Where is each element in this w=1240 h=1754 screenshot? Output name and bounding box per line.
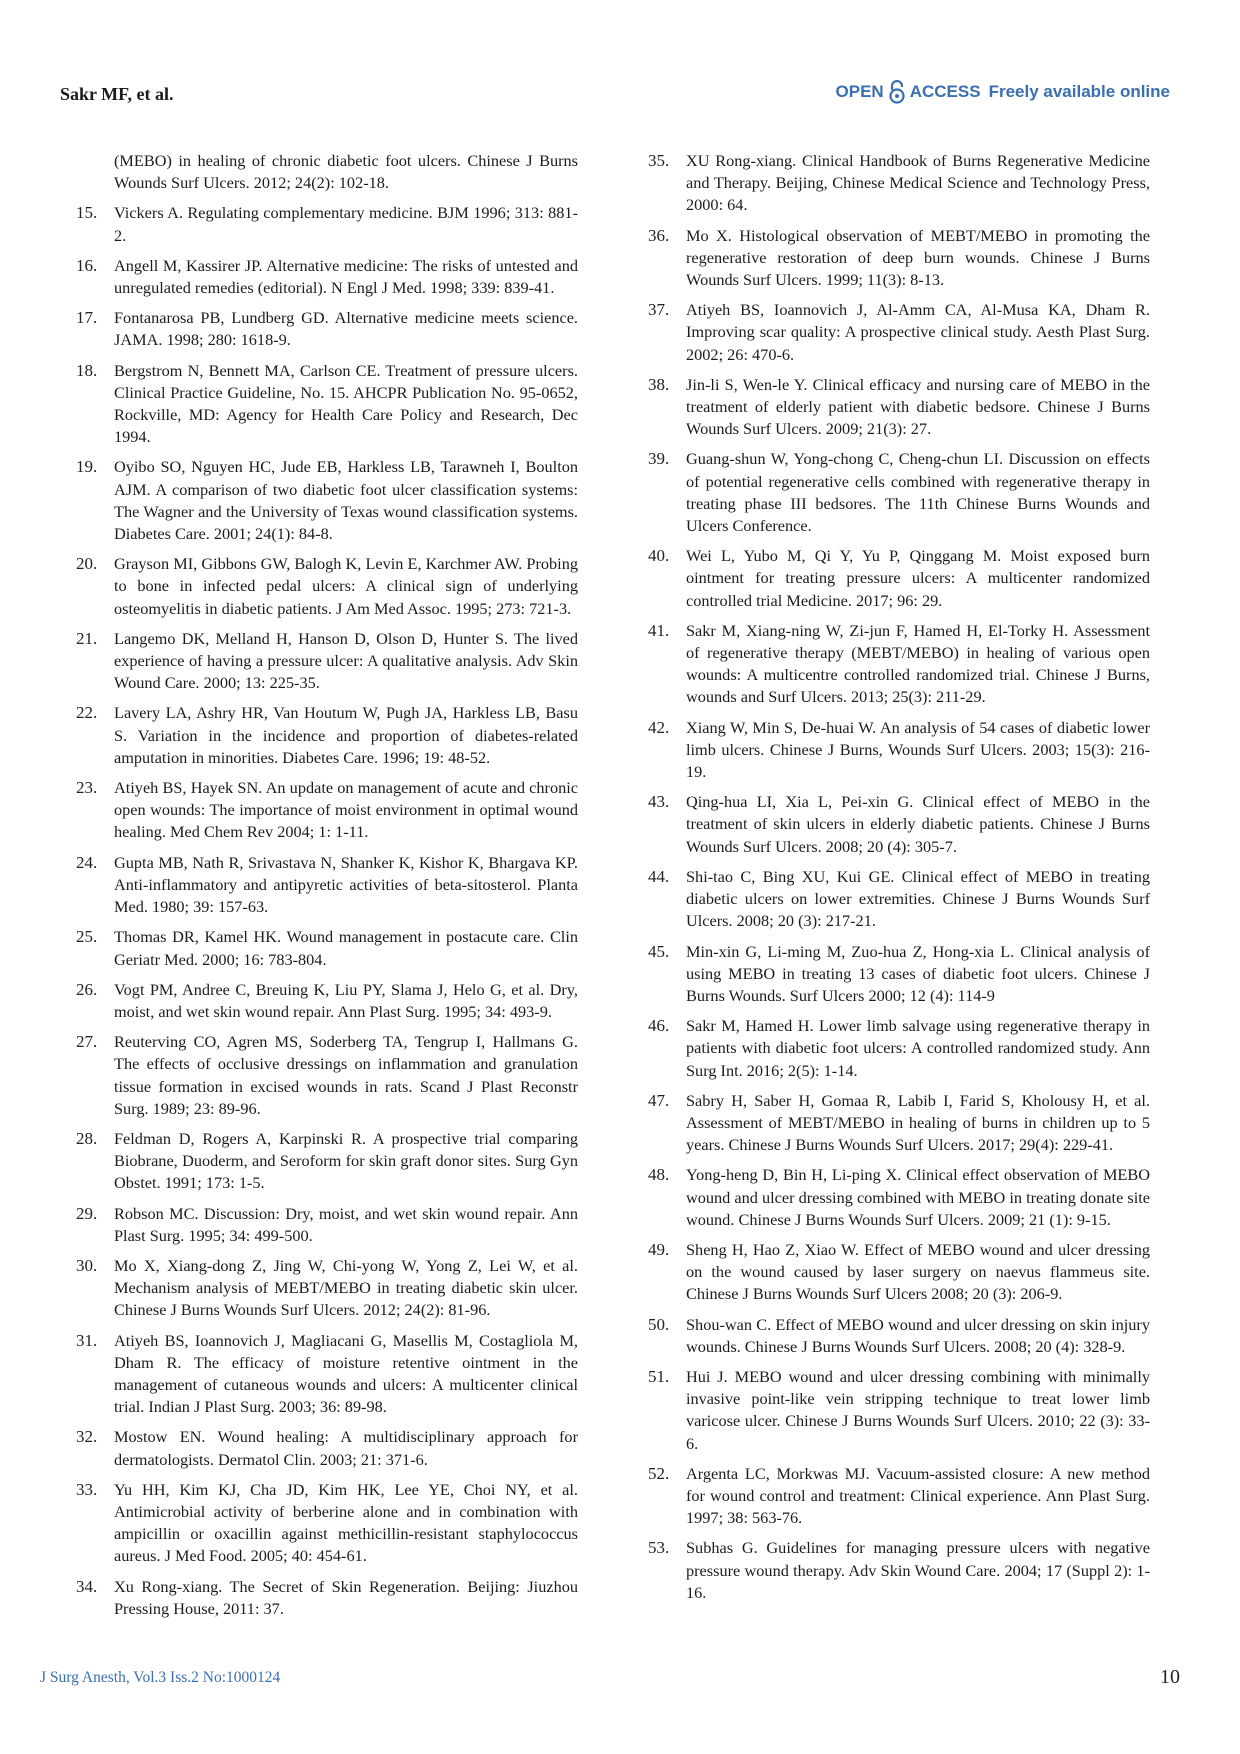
reference-number: 24. — [76, 852, 98, 872]
reference-number: 46. — [648, 1016, 670, 1036]
reference-text: Oyibo SO, Nguyen HC, Jude EB, Harkless LB, Tarawneh I, Boulton AJM. A comparison of two diabetic foot ulcer classification systems: The Wagner and the University of Texas wound classification systems. Diabetes Care. 2001; 24(1): 84-8. — [114, 457, 578, 544]
reference-number: 27. — [76, 1032, 98, 1052]
reference-item — [76, 1255, 578, 1322]
reference-text: Feldman D, Rogers A, Karpinski R. A prospective trial comparing Biobrane, Duoderm, and Seroform for skin graft donor sites. Surg Gyn Obstet. 1991; 173: 1-5. — [114, 1128, 578, 1193]
reference-item — [76, 1426, 578, 1470]
reference-text: Sakr M, Xiang-ning W, Zi-jun F, Hamed H, El-Torky H. Assessment of regenerative therapy (MEBT/MEBO) in healing of various open wounds: A multicentre controlled randomized trial. Chinese J Burns, wounds and Surf Ulcers. 2013; 25(3): 211-29. — [686, 620, 1150, 707]
reference-number: 31. — [76, 1330, 98, 1350]
open-access-lock-icon — [888, 80, 906, 104]
reference-number: 32. — [76, 1427, 98, 1447]
reference-text: Xiang W, Min S, De-huai W. An analysis of 54 cases of diabetic lower limb ulcers. Chinese J Burns, Wounds Surf Ulcers. 2003; 15(3): 216-19. — [686, 717, 1150, 782]
reference-number: 38. — [648, 374, 670, 394]
reference-text: Yu HH, Kim KJ, Cha JD, Kim HK, Lee YE, Choi NY, et al. Antimicrobial activity of berberine alone and in combination with ampicillin or oxacillin against methicillin-resistant staphylococcus aureus. J Med Food. 2005; 40: 454-61. — [114, 1479, 578, 1566]
reference-number: 50. — [648, 1314, 670, 1334]
reference-number: 23. — [76, 778, 98, 798]
reference-text: Mostow EN. Wound healing: A multidisciplinary approach for dermatologists. Dermatol Clin. 2003; 21: 371-6. — [114, 1427, 578, 1469]
reference-item — [76, 702, 578, 769]
reference-text: Argenta LC, Morkwas MJ. Vacuum-assisted closure: A new method for wound control and treatment: Clinical experience. Ann Plast Surg. 1997; 38: 563-76. — [686, 1463, 1150, 1528]
reference-number: 53. — [648, 1538, 670, 1558]
reference-number: 51. — [648, 1366, 670, 1386]
reference-item — [76, 628, 578, 695]
reference-text: Sabry H, Saber H, Gomaa R, Labib I, Farid S, Kholousy H, et al. Assessment of MEBT/MEBO in healing of burns in children up to 5 years. Chinese J Burns Wounds Surf Ulcers. 2017; 29(4): 229-41. — [686, 1090, 1150, 1155]
journal-citation: J Surg Anesth, Vol.3 Iss.2 No:1000124 — [40, 1669, 281, 1686]
reference-text: Hui J. MEBO wound and ulcer dressing combining with minimally invasive point-like vein stripping technique to treat lower limb varicose ulcer. Chinese J Burns Wounds Surf Ulcers. 2010; 22 (3): 33-6. — [686, 1366, 1150, 1453]
reference-text: Gupta MB, Nath R, Srivastava N, Shanker K, Kishor K, Bhargava KP. Anti-inflammatory and antipyretic activities of beta-sitosterol. Planta Med. 1980; 39: 157-63. — [114, 852, 578, 917]
reference-list-left — [76, 202, 578, 1620]
reference-number: 52. — [648, 1463, 670, 1483]
reference-item — [648, 150, 1150, 217]
reference-text: Yong-heng D, Bin H, Li-ping X. Clinical effect observation of MEBO wound and ulcer dressing combined with MEBO in treating donate site wound. Chinese J Burns Wounds Surf Ulcers. 2009; 21 (1): 9-15. — [686, 1165, 1150, 1229]
page-number: 10 — [1160, 1666, 1180, 1688]
reference-text: Atiyeh BS, Ioannovich J, Al-Amm CA, Al-Musa KA, Dham R. Improving scar quality: A prospective clinical study. Aesth Plast Surg. 2002; 26: 470-6. — [686, 300, 1150, 364]
reference-number: 16. — [76, 255, 98, 275]
reference-number: 44. — [648, 866, 670, 886]
reference-item — [648, 1090, 1150, 1157]
reference-item — [648, 1239, 1150, 1306]
reference-text: Xu Rong-xiang. The Secret of Skin Regeneration. Beijing: Jiuzhou Pressing House, 2011: 37. — [114, 1576, 578, 1618]
reference-number: 20. — [76, 554, 98, 574]
reference-text: Atiyeh BS, Hayek SN. An update on management of acute and chronic open wounds: The importance of moist environment in optimal wound healing. Med Chem Rev 2004; 1: 1-11. — [114, 778, 578, 842]
reference-number: 36. — [648, 225, 670, 245]
reference-number: 41. — [648, 620, 670, 640]
access-label: ACCESS — [909, 82, 981, 101]
reference-text: Subhas G. Guidelines for managing pressure ulcers with negative pressure wound therapy. Adv Skin Wound Care. 2004; 17 (Suppl 2): 1-16. — [686, 1538, 1150, 1602]
freely-available-label: Freely available online — [988, 82, 1170, 101]
reference-number: 28. — [76, 1128, 98, 1148]
reference-text: Robson MC. Discussion: Dry, moist, and wet skin wound repair. Ann Plast Surg. 1995; 34: 499-500. — [114, 1203, 578, 1245]
reference-number: 18. — [76, 360, 98, 380]
reference-item — [648, 374, 1150, 441]
reference-item — [76, 979, 578, 1023]
reference-number: 49. — [648, 1239, 670, 1259]
reference-item — [76, 926, 578, 970]
reference-number: 15. — [76, 203, 98, 223]
reference-number: 48. — [648, 1165, 670, 1185]
reference-number: 45. — [648, 941, 670, 961]
reference-number: 42. — [648, 717, 670, 737]
reference-text: Bergstrom N, Bennett MA, Carlson CE. Treatment of pressure ulcers. Clinical Practice Guideline, No. 15. AHCPR Publication No. 95-0652, Rockville, MD: Agency for Health Care Policy and Research, Dec 1994. — [114, 360, 578, 447]
reference-item — [76, 852, 578, 919]
reference-item — [76, 1203, 578, 1247]
reference-text: Guang-shun W, Yong-chong C, Cheng-chun LI. Discussion on effects of potential regenerative cells combined with regenerative therapy in treating phase III bedsores. The 11th Chinese Burns Wounds and Ulcers Conference. — [686, 449, 1150, 536]
reference-item — [76, 1128, 578, 1195]
reference-text: Sakr M, Hamed H. Lower limb salvage using regenerative therapy in patients with diabetic foot ulcers: A controlled randomized study. Ann Surg Int. 2016; 2(5): 1-14. — [686, 1016, 1150, 1080]
reference-item — [76, 456, 578, 545]
reference-text: Shi-tao C, Bing XU, Kui GE. Clinical effect of MEBO in treating diabetic ulcers on lower extremities. Chinese J Burns Wounds Surf Ulcers. 2008; 20 (3): 217-21. — [686, 866, 1150, 931]
reference-item — [648, 1537, 1150, 1604]
reference-number: 33. — [76, 1479, 98, 1499]
reference-number: 43. — [648, 792, 670, 812]
reference-text: Wei L, Yubo M, Qi Y, Yu P, Qinggang M. Moist exposed burn ointment for treating pressure ulcers: A multicenter randomized controlled trial Medicine. 2017; 96: 29. — [686, 546, 1150, 610]
reference-text: Atiyeh BS, Ioannovich J, Magliacani G, Masellis M, Costagliola M, Dham R. The efficacy of moisture retentive ointment in the management of cutaneous wounds and ulcers: A multicenter clinical trial. Indian J Plast Surg. 2003; 36: 89-98. — [114, 1330, 578, 1417]
reference-number: 34. — [76, 1576, 98, 1596]
reference-number: 39. — [648, 449, 670, 469]
reference-text: Jin-li S, Wen-le Y. Clinical efficacy and nursing care of MEBO in the treatment of elderly patient with diabetic bedsore. Chinese J Burns Wounds Surf Ulcers. 2009; 21(3): 27. — [686, 374, 1150, 439]
reference-item — [648, 448, 1150, 537]
reference-text: Sheng H, Hao Z, Xiao W. Effect of MEBO wound and ulcer dressing on the wound caused by laser surgery on naevus flammeus site. Chinese J Burns Wounds Surf Ulcers 2008; 20 (3): 206-9. — [686, 1239, 1150, 1304]
reference-item — [648, 1164, 1150, 1231]
reference-item — [648, 866, 1150, 933]
reference-item — [76, 1576, 578, 1620]
open-label: OPEN — [835, 82, 884, 101]
reference-item — [648, 791, 1150, 858]
reference-item — [648, 1366, 1150, 1455]
reference-text: Angell M, Kassirer JP. Alternative medicine: The risks of untested and unregulated remedies (editorial). N Engl J Med. 1998; 339: 839-41. — [114, 255, 578, 298]
reference-text: Vogt PM, Andree C, Breuing K, Liu PY, Slama J, Helo G, et al. Dry, moist, and wet skin wound repair. Ann Plast Surg. 1995; 34: 493-9. — [114, 979, 578, 1021]
reference-number: 30. — [76, 1255, 98, 1275]
reference-text: Qing-hua LI, Xia L, Pei-xin G. Clinical effect of MEBO in the treatment of skin ulcers in elderly diabetic patients. Chinese J Burns Wounds Surf Ulcers. 2008; 20 (4): 305-7. — [686, 792, 1150, 856]
reference-item — [648, 299, 1150, 366]
reference-text: Grayson MI, Gibbons GW, Balogh K, Levin E, Karchmer AW. Probing to bone in infected pedal ulcers: A clinical sign of underlying osteomyelitis in diabetic patients. J Am Med Assoc. 1995; 273: 721-3. — [114, 554, 578, 618]
reference-text: Min-xin G, Li-ming M, Zuo-hua Z, Hong-xia L. Clinical analysis of using MEBO in treating 13 cases of diabetic foot ulcers. Chinese J Burns Wounds. Surf Ulcers 2000; 12 (4): 114-9 — [686, 941, 1150, 1005]
reference-item — [76, 202, 578, 246]
reference-item — [76, 553, 578, 620]
page-header — [0, 84, 1240, 114]
reference-item — [648, 1463, 1150, 1530]
reference-item — [648, 1015, 1150, 1082]
reference-item — [648, 717, 1150, 784]
reference-column-left — [76, 150, 578, 1628]
reference-number: 25. — [76, 927, 98, 947]
reference-column-right — [648, 150, 1150, 1612]
reference-number: 17. — [76, 308, 98, 328]
reference-list-right — [648, 150, 1150, 1604]
reference-text: XU Rong-xiang. Clinical Handbook of Burns Regenerative Medicine and Therapy. Beijing, Chinese Medical Science and Technology Press, 2000: 64. — [686, 151, 1150, 215]
reference-text: Mo X. Histological observation of MEBT/MEBO in promoting the regenerative restoration of deep burn wounds. Chinese J Burns Wounds Surf Ulcers. 1999; 11(3): 8-13. — [686, 225, 1150, 290]
reference-text: Vickers A. Regulating complementary medicine. BJM 1996; 313: 881-2. — [114, 203, 578, 245]
reference-item — [648, 620, 1150, 709]
reference-text: Lavery LA, Ashry HR, Van Houtum W, Pugh JA, Harkless LB, Basu S. Variation in the incidence and proportion of diabetes-related amputation in minorities. Diabetes Care. 1996; 19: 48-52. — [114, 703, 578, 767]
reference-item — [76, 1479, 578, 1568]
reference-number: 22. — [76, 703, 98, 723]
reference-continuation: (MEBO) in healing of chronic diabetic foot ulcers. Chinese J Burns Wounds Surf Ulcers. 2012; 24(2): 102-18. — [114, 151, 578, 193]
reference-text: Shou-wan C. Effect of MEBO wound and ulcer dressing on skin injury wounds. Chinese J Burns Wounds Surf Ulcers. 2008; 20 (4): 328-9. — [686, 1314, 1150, 1356]
reference-number: 19. — [76, 457, 98, 477]
reference-text: Fontanarosa PB, Lundberg GD. Alternative medicine meets science. JAMA. 1998; 280: 1618-9. — [114, 308, 578, 350]
reference-number: 35. — [648, 151, 670, 170]
reference-number: 26. — [76, 979, 98, 999]
reference-text: Reuterving CO, Agren MS, Soderberg TA, Tengrup I, Hallmans G. The effects of occlusive dressings on inflammation and granulation tissue formation in excised wounds in rats. Scand J Plast Reconstr Surg. 1989; 23: 89-96. — [114, 1032, 578, 1118]
reference-item — [76, 255, 578, 299]
reference-text: Thomas DR, Kamel HK. Wound management in postacute care. Clin Geriatr Med. 2000; 16: 783-804. — [114, 927, 578, 969]
reference-number: 29. — [76, 1203, 98, 1223]
reference-item — [76, 360, 578, 449]
reference-number: 40. — [648, 546, 670, 566]
reference-item — [76, 1031, 578, 1120]
reference-number: 21. — [76, 628, 98, 648]
reference-item — [76, 777, 578, 844]
reference-item — [648, 545, 1150, 612]
page-footer — [0, 1666, 1240, 1699]
reference-item — [76, 307, 578, 351]
reference-text: Langemo DK, Melland H, Hanson D, Olson D, Hunter S. The lived experience of having a pressure ulcer: A qualitative analysis. Adv Skin Wound Care. 2000; 13: 225-35. — [114, 628, 578, 693]
reference-item — [648, 1314, 1150, 1358]
reference-item — [648, 225, 1150, 292]
reference-number: 47. — [648, 1090, 670, 1110]
open-access-badge — [836, 80, 1170, 104]
reference-item — [76, 1330, 578, 1419]
running-head-authors: Sakr MF, et al. — [60, 84, 174, 104]
reference-item — [648, 941, 1150, 1008]
reference-number: 37. — [648, 300, 670, 320]
reference-text: Mo X, Xiang-dong Z, Jing W, Chi-yong W, Yong Z, Lei W, et al. Mechanism analysis of MEBT/MEBO in treating diabetic skin ulcer. Chinese J Burns Wounds Surf Ulcers. 2012; 24(2): 81-96. — [114, 1255, 578, 1320]
